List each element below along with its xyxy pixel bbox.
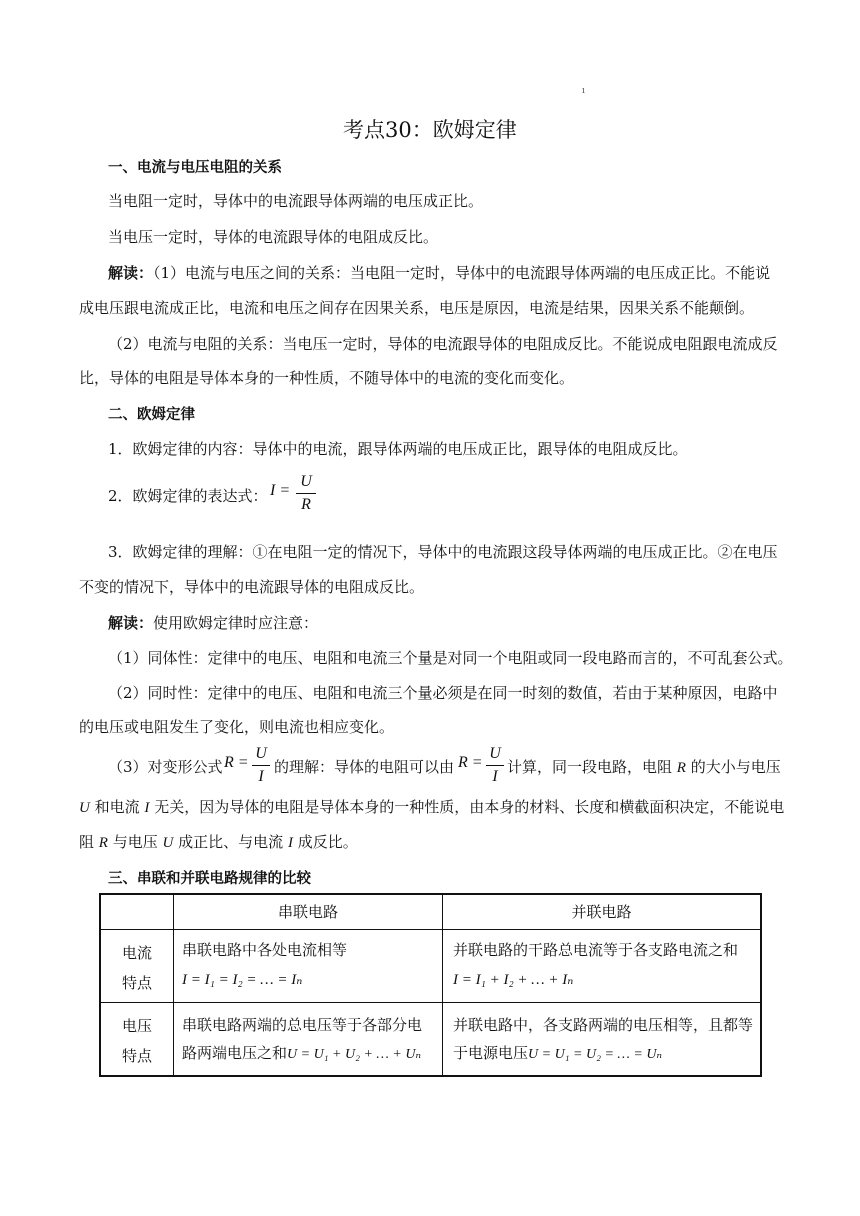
text: 与电压 bbox=[112, 833, 158, 851]
section-2-note-intro bbox=[108, 612, 318, 633]
note-label: 解读： bbox=[108, 264, 154, 282]
header-parallel: 并联电路 bbox=[443, 894, 762, 930]
page-mark: ı bbox=[582, 86, 585, 96]
cell-text: 并联电路中，各支路两端的电压相等，且都等 bbox=[453, 1016, 754, 1034]
symbol-I: I bbox=[287, 835, 293, 851]
table-header-row bbox=[100, 894, 761, 930]
symbol-U: U bbox=[79, 800, 90, 816]
cell-parallel-voltage bbox=[443, 1003, 762, 1077]
fraction-numerator: U bbox=[255, 745, 267, 762]
note-3-calc-text: 计算，同一段电路，电阻 bbox=[507, 758, 673, 776]
comparison-table bbox=[99, 893, 762, 1077]
fraction-bar bbox=[296, 493, 316, 494]
note-3-formula-2-lhs: R = bbox=[458, 754, 483, 771]
ohm-law-content: 1．欧姆定律的内容：导体中的电流，跟导体两端的电压成正比，跟导体的电阻成反比。 bbox=[108, 440, 688, 458]
note-intro-text: 使用欧姆定律时应注意： bbox=[153, 614, 319, 632]
fraction-denominator: I bbox=[492, 768, 498, 785]
note-3-text-a: （3）对变形公式 bbox=[108, 758, 223, 776]
ohm-law-understanding-line-2: 不变的情况下，导体中的电流跟导体的电阻成反比。 bbox=[79, 578, 425, 596]
note-3-fraction-1 bbox=[252, 744, 270, 787]
text: 成正比、与电流 bbox=[178, 833, 284, 851]
row-head-current bbox=[100, 930, 174, 1003]
row-head-line-2: 特点 bbox=[121, 974, 152, 992]
symbol-R: R bbox=[98, 835, 108, 851]
note-1-text: （1）电流与电压之间的关系：当电阻一定时，导体中的电流跟导体两端的电压成正比。不能说 bbox=[153, 264, 771, 282]
ohm-law-understanding-line-1: 3．欧姆定律的理解：①在电阻一定的情况下，导体中的电流跟这段导体两端的电压成正比。②在电压 bbox=[108, 543, 778, 561]
cell-text: 串联电路中各处电流相等 bbox=[182, 941, 348, 959]
note-simultaneity-line-1: （2）同时性：定律中的电压、电阻和电流三个量必须是在同一时刻的数值，若由于某种原因，电路中 bbox=[108, 684, 778, 702]
note-3-line-3 bbox=[79, 831, 358, 852]
fraction-bar bbox=[486, 765, 504, 766]
note-3-text-b: 的理解：导体的电阻可以由 bbox=[274, 758, 455, 776]
row-head-line-2: 特点 bbox=[121, 1047, 152, 1065]
fraction-denominator: I bbox=[258, 768, 264, 785]
formula-fraction bbox=[296, 472, 316, 515]
cell-text: 路两端电压之和 bbox=[182, 1044, 288, 1062]
note-simultaneity-line-2: 的电压或电阻发生了变化，则电流也相应变化。 bbox=[79, 718, 395, 736]
section-1-para-2: 当电压一定时，导体的电流跟导体的电阻成反比。 bbox=[108, 228, 439, 246]
text: 成反比。 bbox=[297, 833, 358, 851]
text: 无关，因为导体的电阻是导体本身的一种性质，由本身的材料、长度和横截面积决定，不能说电 bbox=[154, 798, 785, 816]
symbol-U: U bbox=[162, 835, 174, 851]
note-identity: （1）同体性：定律中的电压、电阻和电流三个量是对同一个电阻或同一段电路而言的，不可乱套公式。 bbox=[108, 649, 793, 667]
note-3-text-c bbox=[507, 756, 781, 777]
symbol-I: I bbox=[144, 800, 150, 816]
cell-text-line-2 bbox=[453, 1039, 760, 1069]
cell-series-voltage bbox=[174, 1003, 443, 1077]
cell-equation: I = I₁ + I₂ + … + Iₙ bbox=[453, 972, 574, 988]
section-2-heading: 二、欧姆定律 bbox=[108, 407, 195, 423]
note-3-formula-lhs: R = bbox=[224, 754, 249, 771]
section-1-note-1-line-1 bbox=[108, 262, 770, 283]
formula-lhs: I = bbox=[270, 482, 291, 499]
section-1-note-1-line-2: 成电压跟电流成正比，电流和电压之间存在因果关系，电压是原因，电流是结果，因果关系不能颠倒。 bbox=[79, 299, 755, 317]
section-3-heading: 三、串联和并联电路规律的比较 bbox=[108, 871, 311, 887]
row-head-line-1: 电流 bbox=[121, 944, 152, 962]
table-row bbox=[100, 930, 761, 1003]
cell-text: 于电源电压 bbox=[453, 1044, 529, 1062]
cell-equation: U = U₁ = U₂ = … = Uₙ bbox=[528, 1047, 663, 1062]
text: 阻 bbox=[79, 833, 95, 851]
ohm-law-expression-label: 2．欧姆定律的表达式： bbox=[108, 487, 268, 505]
formula-denominator: R bbox=[301, 496, 311, 513]
row-head-voltage bbox=[100, 1003, 174, 1077]
cell-text-line-2 bbox=[182, 1039, 442, 1069]
note-3-size-text: 的大小与电压 bbox=[690, 758, 781, 776]
note-label: 解读： bbox=[108, 614, 154, 632]
header-series: 串联电路 bbox=[174, 894, 443, 930]
cell-text: 并联电路的干路总电流等于各支路电流之和 bbox=[453, 941, 739, 959]
cell-series-current bbox=[174, 930, 443, 1003]
section-1-note-2-line-1: （2）电流与电阻的关系：当电压一定时，导体的电流跟导体的电阻成反比。不能说成电阻跟电流成反 bbox=[108, 335, 778, 353]
fraction-numerator: U bbox=[489, 745, 501, 762]
table-row bbox=[100, 1003, 761, 1077]
cell-text: 串联电路两端的总电压等于各部分电 bbox=[182, 1016, 423, 1034]
cell-equation: I = I₁ = I₂ = … = Iₙ bbox=[182, 972, 303, 988]
section-1-para-1: 当电阻一定时，导体中的电流跟导体两端的电压成正比。 bbox=[108, 192, 484, 210]
section-1-note-2-line-2: 比，导体的电阻是导体本身的一种性质，不随导体中的电流的变化而变化。 bbox=[79, 369, 575, 387]
symbol-R: R bbox=[676, 760, 686, 776]
text: 和电流 bbox=[94, 798, 140, 816]
section-1-heading: 一、电流与电压电阻的关系 bbox=[108, 160, 282, 176]
note-3-fraction-2 bbox=[486, 744, 504, 787]
row-head-line-1: 电压 bbox=[121, 1017, 152, 1035]
cell-equation: U = U₁ + U₂ + … + Uₙ bbox=[287, 1047, 422, 1062]
table-corner-cell bbox=[100, 894, 174, 930]
formula-numerator: U bbox=[300, 473, 312, 490]
cell-parallel-current bbox=[443, 930, 762, 1003]
fraction-bar bbox=[252, 765, 270, 766]
page-title: 考点30：欧姆定律 bbox=[343, 118, 517, 142]
note-3-line-2 bbox=[79, 796, 784, 817]
